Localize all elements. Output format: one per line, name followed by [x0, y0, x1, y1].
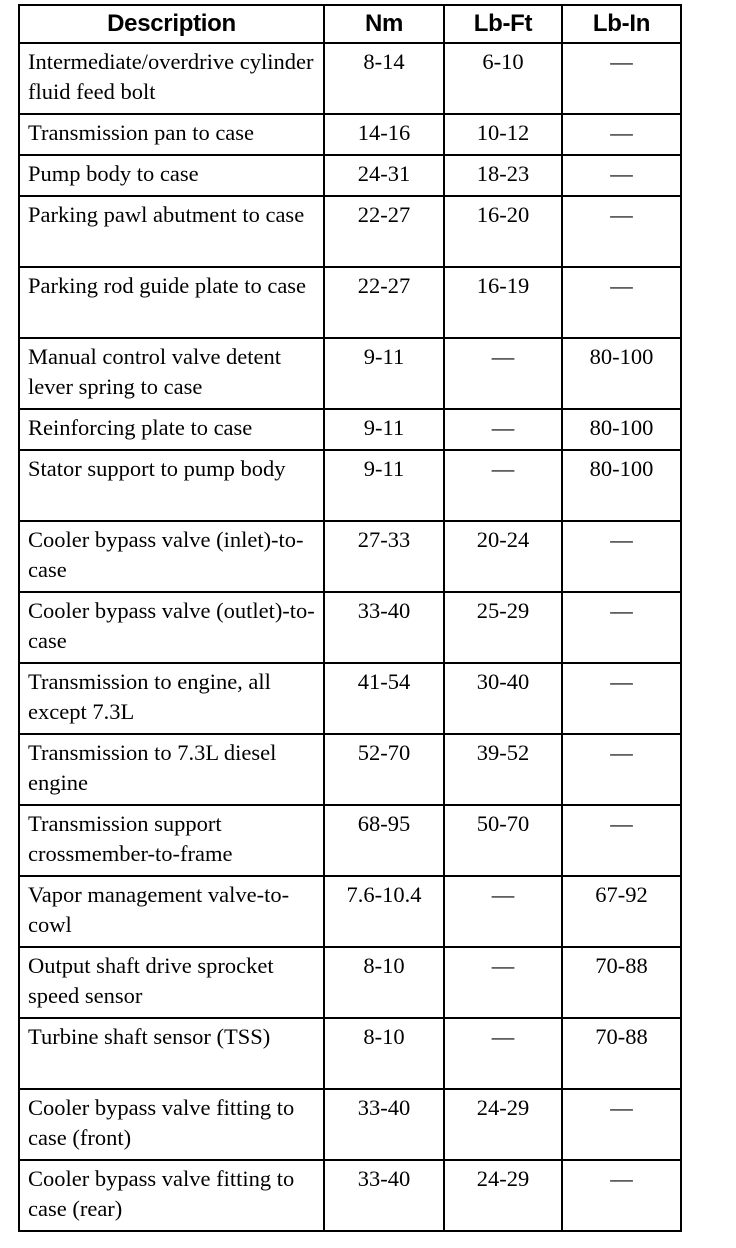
cell-lb-in: 80-100	[562, 338, 681, 409]
cell-nm: 8-10	[324, 947, 444, 1018]
cell-description: Pump body to case	[19, 155, 324, 196]
cell-lb-ft: 25-29	[444, 592, 562, 663]
cell-description: Vapor management valve-to-cowl	[19, 876, 324, 947]
cell-nm: 41-54	[324, 663, 444, 734]
cell-nm: 8-14	[324, 43, 444, 114]
cell-lb-in: 70-88	[562, 947, 681, 1018]
cell-description: Cooler bypass valve fitting to case (front)	[19, 1089, 324, 1160]
cell-description: Cooler bypass valve (inlet)-to-case	[19, 521, 324, 592]
table-row	[19, 521, 681, 592]
cell-nm: 22-27	[324, 267, 444, 338]
cell-nm: 22-27	[324, 196, 444, 267]
cell-description: Transmission pan to case	[19, 114, 324, 155]
cell-description: Transmission support crossmember-to-frame	[19, 805, 324, 876]
cell-nm: 14-16	[324, 114, 444, 155]
table-row	[19, 663, 681, 734]
table-row	[19, 196, 681, 267]
cell-lb-ft: 16-20	[444, 196, 562, 267]
cell-nm: 8-10	[324, 1018, 444, 1089]
cell-description: Cooler bypass valve (outlet)-to-case	[19, 592, 324, 663]
cell-description: Transmission to 7.3L diesel engine	[19, 734, 324, 805]
cell-lb-ft: —	[444, 1018, 562, 1089]
cell-lb-in: —	[562, 1089, 681, 1160]
torque-spec-sheet	[18, 4, 682, 1232]
cell-nm: 33-40	[324, 592, 444, 663]
cell-lb-in: 80-100	[562, 409, 681, 450]
cell-nm: 68-95	[324, 805, 444, 876]
cell-lb-ft: 24-29	[444, 1089, 562, 1160]
column-header-lb-ft: Lb-Ft	[444, 5, 562, 43]
table-row	[19, 1018, 681, 1089]
cell-nm: 9-11	[324, 409, 444, 450]
cell-lb-ft: 50-70	[444, 805, 562, 876]
cell-lb-ft: —	[444, 409, 562, 450]
cell-lb-in: —	[562, 592, 681, 663]
torque-spec-table	[18, 4, 682, 1232]
cell-lb-in: —	[562, 114, 681, 155]
table-row	[19, 155, 681, 196]
cell-description: Stator support to pump body	[19, 450, 324, 521]
table-row	[19, 409, 681, 450]
cell-lb-in: —	[562, 155, 681, 196]
cell-description: Parking pawl abutment to case	[19, 196, 324, 267]
table-row	[19, 1160, 681, 1231]
cell-description: Output shaft drive sprocket speed sensor	[19, 947, 324, 1018]
cell-nm: 24-31	[324, 155, 444, 196]
cell-lb-ft: 16-19	[444, 267, 562, 338]
table-header-row	[19, 5, 681, 43]
cell-description: Turbine shaft sensor (TSS)	[19, 1018, 324, 1089]
cell-lb-ft: 10-12	[444, 114, 562, 155]
cell-lb-in: —	[562, 663, 681, 734]
column-header-lb-in: Lb-In	[562, 5, 681, 43]
cell-lb-ft: 20-24	[444, 521, 562, 592]
cell-nm: 33-40	[324, 1160, 444, 1231]
cell-description: Manual control valve detent lever spring to case	[19, 338, 324, 409]
cell-lb-in: 67-92	[562, 876, 681, 947]
cell-lb-ft: 24-29	[444, 1160, 562, 1231]
cell-lb-in: 70-88	[562, 1018, 681, 1089]
table-row	[19, 114, 681, 155]
cell-description: Parking rod guide plate to case	[19, 267, 324, 338]
cell-lb-in: 80-100	[562, 450, 681, 521]
cell-lb-ft: 30-40	[444, 663, 562, 734]
table-row	[19, 947, 681, 1018]
cell-description: Intermediate/overdrive cylinder fluid feed bolt	[19, 43, 324, 114]
column-header-nm: Nm	[324, 5, 444, 43]
table-row	[19, 876, 681, 947]
cell-lb-in: —	[562, 521, 681, 592]
table-row	[19, 43, 681, 114]
cell-lb-in: —	[562, 805, 681, 876]
cell-lb-in: —	[562, 267, 681, 338]
table-row	[19, 267, 681, 338]
cell-lb-ft: —	[444, 338, 562, 409]
table-row	[19, 592, 681, 663]
table-row	[19, 805, 681, 876]
cell-lb-ft: 6-10	[444, 43, 562, 114]
cell-lb-ft: —	[444, 450, 562, 521]
table-row	[19, 450, 681, 521]
table-row	[19, 734, 681, 805]
cell-lb-ft: —	[444, 947, 562, 1018]
table-row	[19, 1089, 681, 1160]
cell-lb-in: —	[562, 734, 681, 805]
cell-lb-in: —	[562, 1160, 681, 1231]
cell-nm: 27-33	[324, 521, 444, 592]
cell-nm: 7.6-10.4	[324, 876, 444, 947]
cell-nm: 33-40	[324, 1089, 444, 1160]
cell-lb-ft: —	[444, 876, 562, 947]
cell-description: Cooler bypass valve fitting to case (rear)	[19, 1160, 324, 1231]
cell-lb-in: —	[562, 43, 681, 114]
column-header-description: Description	[19, 5, 324, 43]
cell-nm: 9-11	[324, 450, 444, 521]
cell-lb-in: —	[562, 196, 681, 267]
cell-description: Transmission to engine, all except 7.3L	[19, 663, 324, 734]
cell-description: Reinforcing plate to case	[19, 409, 324, 450]
cell-nm: 52-70	[324, 734, 444, 805]
cell-lb-ft: 39-52	[444, 734, 562, 805]
cell-nm: 9-11	[324, 338, 444, 409]
table-row	[19, 338, 681, 409]
cell-lb-ft: 18-23	[444, 155, 562, 196]
